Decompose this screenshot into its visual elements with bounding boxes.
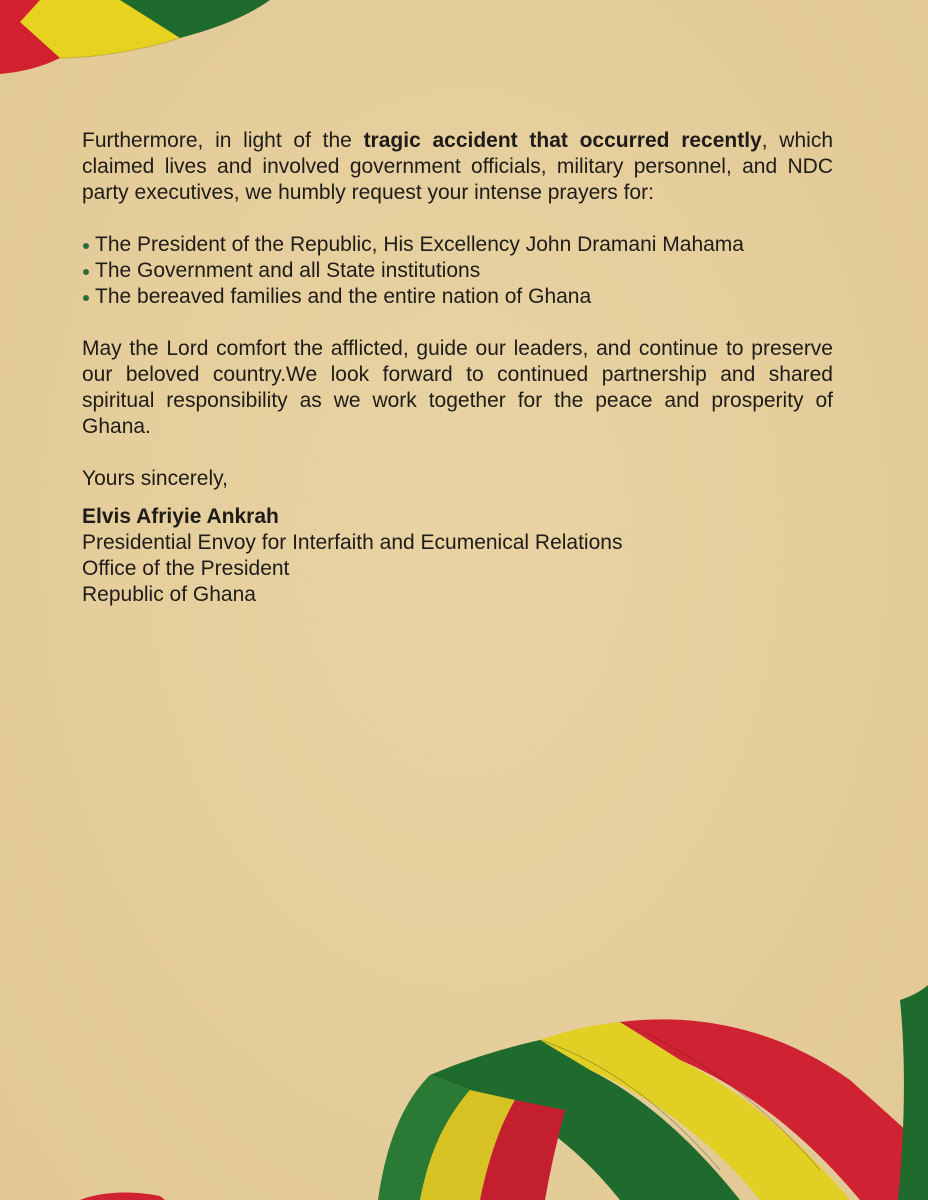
ribbon-bottom-fold-green bbox=[378, 1075, 470, 1200]
ghana-ribbon-top-decoration bbox=[0, 0, 280, 90]
intro-highlight: tragic accident that occurred recently bbox=[363, 129, 762, 152]
prayer-item-bereaved: The bereaved families and the entire nation of Ghana bbox=[95, 285, 592, 308]
ghana-ribbon-bottom-decoration bbox=[0, 960, 928, 1200]
ribbon-bottom-fold-red bbox=[480, 1100, 565, 1200]
intro-text-before: Furthermore, in light of the bbox=[82, 129, 364, 152]
prayer-item-president: The President of the Republic, His Excellency John Dramani Mahama bbox=[95, 233, 744, 256]
ribbon-top-yellow-band bbox=[20, 0, 180, 58]
intro-paragraph bbox=[82, 128, 833, 206]
bullet-dot-icon bbox=[83, 295, 89, 301]
prayer-list-item bbox=[82, 258, 833, 284]
signoff: Yours sincerely, bbox=[82, 467, 228, 490]
ribbon-bottom-left-red-edge bbox=[80, 1193, 165, 1200]
ribbon-bottom-green-band bbox=[430, 1040, 740, 1200]
signature-block bbox=[82, 466, 833, 608]
closing-paragraph: May the Lord comfort the afflicted, guide our leaders, and continue to preserve our beloved country.We look forward to continued partnership and shared spiritual responsibility as we work together for the peace and prosperity of Ghana. bbox=[82, 337, 833, 438]
ribbon-bottom-fold-yellow bbox=[420, 1090, 515, 1200]
prayer-item-government: The Government and all State institutions bbox=[95, 259, 481, 282]
prayer-list bbox=[82, 232, 833, 310]
letter-body bbox=[82, 128, 833, 608]
ribbon-bottom-red-band bbox=[620, 1019, 928, 1200]
intro-text-after: , which claimed lives and involved government officials, military personnel, and NDC party executives, we humbly request your intense prayers for: bbox=[82, 129, 833, 204]
signatory-country: Republic of Ghana bbox=[82, 583, 256, 606]
ribbon-bottom-yellow-band bbox=[540, 1022, 850, 1200]
ribbon-top-red-band bbox=[0, 0, 60, 74]
bullet-dot-icon bbox=[83, 243, 89, 249]
bullet-dot-icon bbox=[83, 269, 89, 275]
signatory-office: Office of the President bbox=[82, 557, 290, 580]
signatory-title: Presidential Envoy for Interfaith and Ecumenical Relations bbox=[82, 531, 623, 554]
ribbon-top-green-band bbox=[70, 0, 270, 38]
prayer-list-item bbox=[82, 232, 833, 258]
signatory-name: Elvis Afriyie Ankrah bbox=[82, 505, 279, 528]
prayer-list-item bbox=[82, 284, 833, 310]
ribbon-bottom-right-green-edge bbox=[898, 985, 928, 1200]
